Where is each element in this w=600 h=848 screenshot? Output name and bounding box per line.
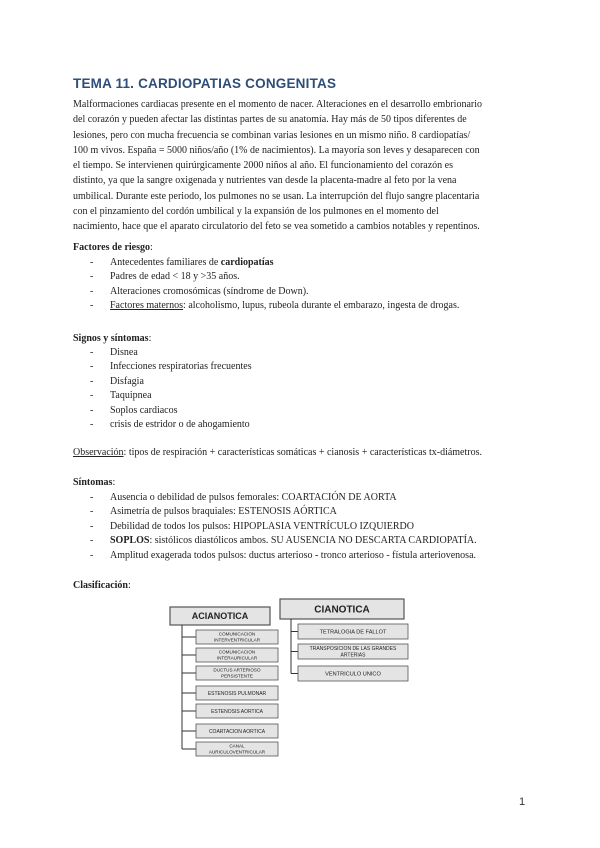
page-number: 1: [519, 796, 526, 808]
list-item: - crisis de estridor o de ahogamiento: [73, 418, 252, 432]
intro-line: Malformaciones cardiacas presente en el momento de nacer. Alteraciones en el desarrollo embrionario: [73, 99, 482, 110]
cianotica-item-label: TETRALOGIA DE FALLOT: [319, 629, 387, 636]
list-item: - Disnea: [73, 346, 252, 360]
intro-line: lesiones, pero con mucha frecuencia se combinan varias lesiones en un mismo niño. 8 cardiopatías/: [73, 129, 471, 141]
list-item: - Ausencia o debilidad de pulsos femorales: COARTACIÓN DE AORTA: [73, 491, 477, 505]
cianotica-item-label: TRANSPOSICION DE LAS GRANDES ARTERIAS: [309, 646, 397, 659]
intro-line: el tiempo. Se intervienen quirúrgicamente 2000 niños al año. El funcionamiento del corazón es: [73, 160, 453, 172]
sintomas-heading: Síntomas:: [73, 477, 116, 488]
list-item: - Debilidad de todos los pulsos: HIPOPLASIA VENTRÍCULO IZQUIERDO: [73, 520, 477, 534]
acianotica-item-label: COMUNICACION INTERAURICULAR: [216, 649, 258, 661]
factores-heading: Factores de riesgo:: [73, 242, 153, 253]
observacion-line: Observación: tipos de respiración + características somáticas + cianosis + características tx-diámetros.: [73, 447, 482, 458]
acianotica-item-label: COMUNICACION INTERVENTRICULAR: [213, 631, 261, 643]
acianotica-item-label: ESTENOSIS AORTICA: [211, 708, 263, 715]
intro-paragraph: [73, 97, 533, 235]
list-item: - Infecciones respiratorias frecuentes: [73, 360, 252, 374]
list-item: - Taquipnea: [73, 389, 252, 403]
intro-line: nacimiento, hace que el aparato circulatorio del feto se vea sometido a cambios notables y repentinos.: [73, 221, 480, 233]
list-item: - Padres de edad < 18 y >35 años.: [73, 270, 459, 284]
intro-line: con el pinzamiento del cordón umbilical y la expansión de los pulmones en el momento del: [73, 206, 439, 218]
acianotica-item-label: CANAL AURICULOVENTRICULAR: [208, 743, 266, 755]
list-item: - Soplos cardiacos: [73, 404, 252, 418]
list-item: - Antecedentes familiares de cardiopatías: [73, 256, 459, 270]
list-item: - Alteraciones cromosómicas (síndrome de Down).: [73, 285, 459, 299]
intro-line: 100 m vivos. España = 5000 niños/año (1% de nacimientos). La mayoría son leves y desaparecen con: [73, 144, 480, 156]
list-item: - Asimetría de pulsos braquiales: ESTENOSIS AÓRTICA: [73, 505, 477, 519]
acianotica-item-label: COARTACION AORTICA: [208, 728, 266, 735]
clasificacion-heading: Clasificación:: [73, 580, 131, 591]
classification-diagram: [168, 598, 420, 768]
list-item: - Factores maternos: alcoholismo, lupus, rubeola durante el embarazo, ingesta de drogas.: [73, 299, 459, 313]
acianotica-item-label: ESTENOSIS PULMONAR: [207, 690, 267, 697]
acianotica-title: ACIANOTICA: [191, 611, 249, 622]
intro-line: distinto, ya que la sangre oxigenada y nutrientes van desde la placenta-madre al feto por la vena: [73, 175, 457, 187]
list-item: - Amplitud exagerada todos pulsos: ductus arterioso - tronco arterioso - fístula arteriovenosa.: [73, 549, 477, 563]
intro-line: umbilical. Durante este periodo, los pulmones no se usan. La interrupción del flujo sangre placentaria: [73, 190, 480, 202]
factores-list: [73, 256, 459, 314]
sintomas-list: [73, 491, 477, 563]
cianotica-item-label: VENTRICULO UNICO: [325, 671, 381, 678]
signos-list: [73, 346, 252, 432]
cianotica-title: CIANOTICA: [314, 604, 370, 616]
intro-line: del corazón y pueden afectar las distintas partes de su anatomía. Hay más de 50 tipos diferentes de: [73, 114, 467, 126]
acianotica-item-label: DUCTUS ARTERIOSO PERSISTENTE: [213, 667, 261, 679]
page-title: TEMA 11. CARDIOPATIAS CONGENITAS: [73, 76, 337, 91]
list-item: - Disfagia: [73, 375, 252, 389]
list-item: - SOPLOS: sistólicos diastólicos ambos. SU AUSENCIA NO DESCARTA CARDIOPATÍA.: [73, 534, 477, 548]
signos-heading: Signos y síntomas:: [73, 333, 152, 344]
